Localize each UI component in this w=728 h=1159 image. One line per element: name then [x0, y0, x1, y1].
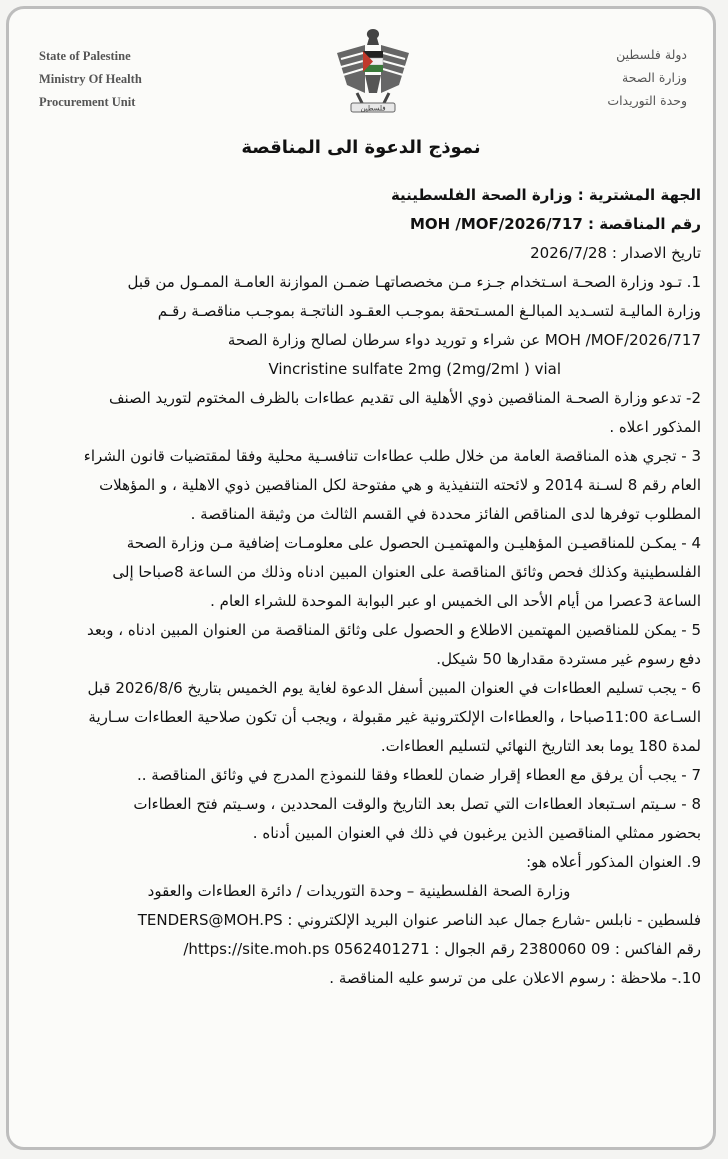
- text-line-10: 4 - يمكـن للمناقصيـن المؤهليـن والمهتميـن الحصول على معلومـات إضافية مـن وزارة الصحة: [126, 534, 701, 552]
- text-line-11: الفلسطينية وكذلك فحص وثائق المناقصة على العنوان المبين ادناه وذلك من الساعة 8صباحا إلى: [112, 563, 701, 581]
- text-line-7: 3 - تجري هذه المناقصة العامة من خلال طلب عطاءات تنافسـية محلية وفقا لمقتضيات قانون الشراء: [83, 447, 701, 465]
- tender-number-label: رقم المناقصة :: [588, 215, 701, 233]
- text-line-5: 2- تدعو وزارة الصحـة المناقصين ذوي الأهلية الى تقديم عطاءات بالظرف المختوم لتوريد الصنف: [108, 389, 701, 407]
- advertising-fee-note: 10.- ملاحظة : رسوم الاعلان على من ترسو عليه المناقصة .: [329, 969, 701, 987]
- header-arabic: [507, 43, 687, 112]
- text-line-18: 7 - يجب أن يرفق مع العطاء إقرار ضمان للعطاء وفقا للنموذج المدرج في وثائق المناقصة ..: [136, 766, 701, 784]
- buyer-line: الجهة المشترية : وزارة الصحة الفلسطينية: [390, 186, 701, 204]
- address-phones-website: رقم الفاكس : 09 2380060 رقم الجوال : 0562401271 https://site.moh.ps/: [183, 940, 701, 958]
- text-line-15: 6 - يجب تسليم العطاءات في العنوان المبين أسفل الدعوة لغاية يوم الخميس بتاريخ 2026/8/6 قبل: [87, 679, 701, 697]
- text-line-8: العام رقم 8 لسـنة 2014 و لائحته التنفيذية و هي مفتوحة لكل المناقصين ذوي الاهلية ، و المؤهلات: [99, 476, 701, 494]
- text-line-14: دفع رسوم غير مستردة مقدارها 50 شيكل.: [436, 650, 701, 668]
- tender-notice-page: [6, 6, 716, 1150]
- header-en-state: State of Palestine: [39, 49, 131, 63]
- text-line-17: لمدة 180 يوما بعد التاريخ النهائي لتسليم العطاءات.: [380, 737, 701, 755]
- address-organization: وزارة الصحة الفلسطينية – وحدة التوريدات / دائرة العطاءات والعقود: [147, 882, 571, 900]
- text-line-13: 5 - يمكن للمناقصين المهتمين الاطلاع و الحصول على وثائق المناقصة من العنوان المبين ادناه ، وبعد: [87, 621, 701, 639]
- palestine-eagle-emblem: [327, 23, 419, 117]
- text-line-1: 1. تـود وزارة الصحـة اسـتخدام جـزء مـن مخصصاتهـا ضمـن الموازنة العامـة الممـول من قبل: [127, 273, 701, 291]
- page-title: نموذج الدعوة الى المناقصة: [241, 137, 481, 158]
- header-ar-ministry: وزارة الصحة: [622, 70, 687, 85]
- text-line-12: الساعة 3عصرا من أيام الأحد الى الخميس او عبر البوابة الموحدة للشراء العام .: [210, 592, 701, 610]
- text-line-20: بحضور ممثلي المناقصين الذين يرغبون في ذلك في العنوان المبين أدناه .: [252, 824, 701, 842]
- text-line-6: المذكور اعلاه .: [609, 418, 701, 436]
- text-line-16: السـاعة 11:00صباحا ، والعطاءات الإلكترونية غير مقبولة ، ويجب أن تكون صلاحية العطاءات سـارية: [88, 708, 701, 726]
- text-line-19: 8 - سـيتم اسـتبعاد العطاءات التي تصل بعد التاريخ والوقت المحددين ، وسـيتم فتح العطاءات: [133, 795, 701, 813]
- header-english: [39, 45, 239, 114]
- address-location-email: فلسطين - نابلس -شارع جمال عبد الناصر عنوان البريد الإلكتروني : TENDERS@MOH.PS: [137, 911, 701, 929]
- tender-number-line: [17, 210, 701, 239]
- emblem-caption: فلسطين: [360, 104, 386, 113]
- text-line-2: وزارة الماليـة لتسـديد المبالـغ المسـتحقة بموجـب العقـود الناتجـة بموجـب مناقصـة رقـم: [157, 302, 701, 320]
- header-ar-unit: وحدة التوريدات: [607, 93, 687, 108]
- tender-number-value: MOH /MOF/2026/717: [409, 215, 583, 233]
- address-heading: 9. العنوان المذكور أعلاه هو:: [526, 853, 701, 871]
- issue-date-line: تاريخ الاصدار : 2026/7/28: [530, 244, 701, 262]
- header-ar-state: دولة فلسطين: [616, 47, 687, 62]
- drug-name-line: Vincristine sulfate 2mg (2mg/2ml ) vial: [268, 360, 561, 378]
- header-en-unit: Procurement Unit: [39, 95, 136, 109]
- text-line-3: MOH /MOF/2026/717 عن شراء و توريد دواء سرطان لصالح وزارة الصحة: [227, 331, 701, 349]
- header-en-ministry: Ministry Of Health: [39, 72, 142, 86]
- text-line-9: المطلوب توفرها لدى المناقص الفائز محددة في القسم الثالث من وثيقة المناقصة .: [190, 505, 701, 523]
- notice-body: [17, 181, 701, 993]
